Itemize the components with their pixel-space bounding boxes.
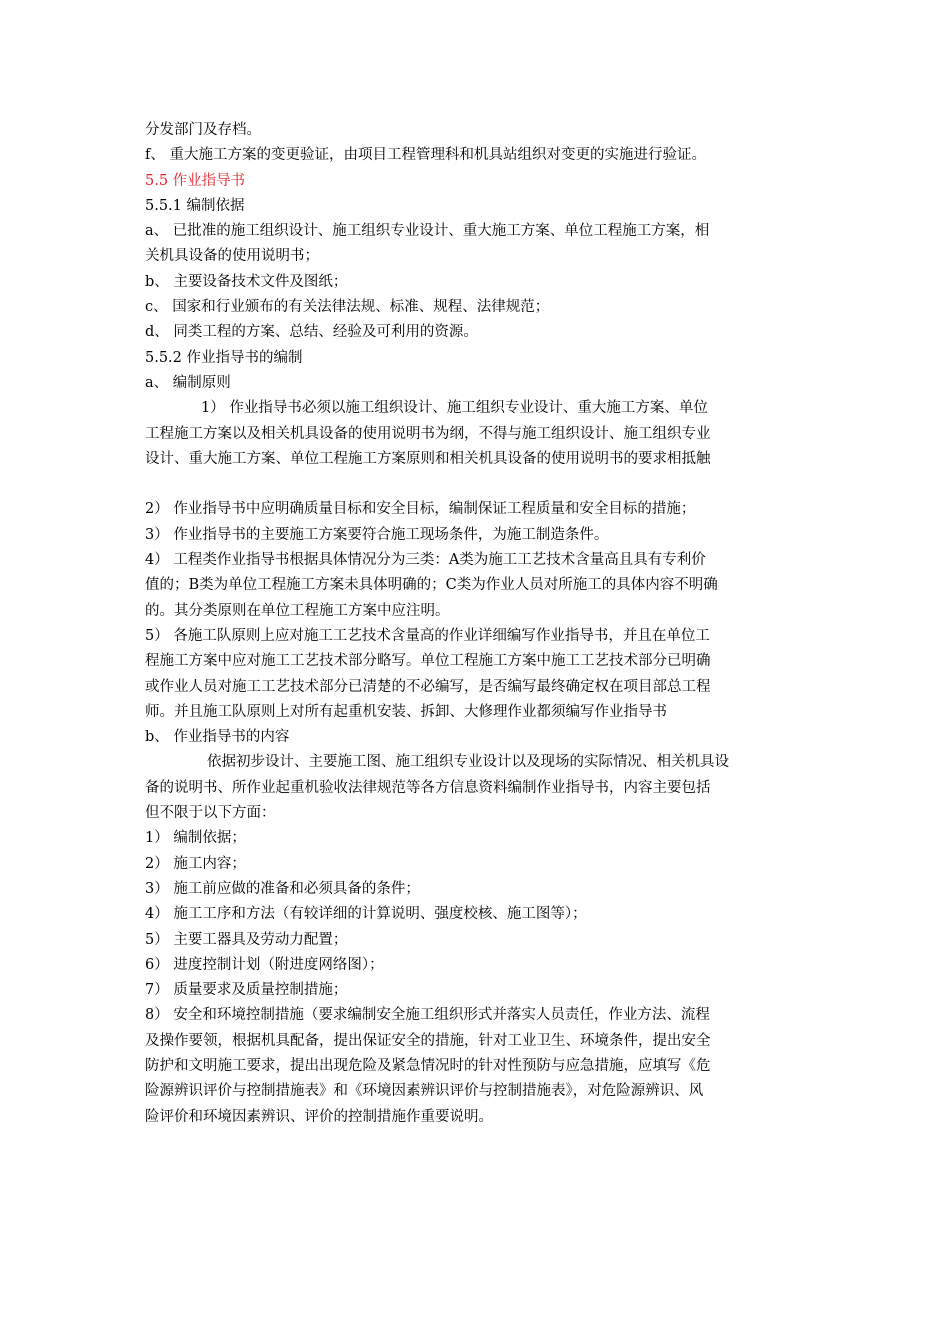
text-line: 4） 工程类作业指导书根据具体情况分为三类：A类为施工工艺技术含量高且具有专利价 — [145, 552, 706, 569]
text-line: f、 重大施工方案的变更验证，由项目工程管理科和机具站组织对变更的实施进行验证。 — [145, 147, 706, 164]
text-line: a、 已批准的施工组织设计、施工组织专业设计、重大施工方案、单位工程施工方案，相 — [145, 223, 710, 240]
text-line: b、 作业指导书的内容 — [145, 729, 290, 746]
text-line: c、 国家和行业颁布的有关法律法规、标准、规程、法律规范； — [145, 299, 550, 316]
text-line: 防护和文明施工要求，提出出现危险及紧急情况时的针对性预防与应急措施，应填写《危 — [145, 1057, 711, 1074]
text-line: 备的说明书、所作业起重机验收法律规范等各方信息资料编制作业指导书，内容主要包括 — [145, 779, 711, 796]
document-body — [145, 118, 810, 1130]
text-line: 师。并且施工队原则上对所有起重机安装、拆卸、大修理作业都须编写作业指导书 — [145, 703, 667, 720]
text-line: 但不限于以下方面： — [145, 805, 276, 822]
text-line: 分发部门及存档。 — [145, 122, 261, 138]
text-line: 的。其分类原则在单位工程施工方案中应注明。 — [145, 602, 450, 619]
text-line: 8） 安全和环境控制措施（要求编制安全施工组织形式并落实人员责任，作业方法、流程 — [145, 1007, 710, 1024]
text-line: 5） 各施工队原则上应对施工工艺技术含量高的作业详细编写作业指导书，并且在单位工 — [145, 627, 710, 644]
text-line: 5.5.2 作业指导书的编制 — [145, 349, 303, 366]
text-line: 1） 作业指导书必须以施工组织设计、施工组织专业设计、重大施工方案、单位 — [201, 400, 708, 417]
text-line: 险评价和环境因素辨识、评价的控制措施作重要说明。 — [145, 1108, 493, 1125]
text-line: 值的；B类为单位工程施工方案未具体明确的；C类为作业人员对所施工的具体内容不明确 — [145, 577, 718, 594]
blank-line — [145, 472, 810, 497]
text-line: 5.5.1 编制依据 — [145, 197, 245, 214]
text-line: b、 主要设备技术文件及图纸； — [145, 273, 348, 290]
text-line: 关机具设备的使用说明书； — [145, 248, 319, 265]
text-line: 1） 编制依据； — [145, 830, 246, 847]
text-line: 险源辨识评价与控制措施表》和《环境因素辨识评价与控制措施表》，对危险源辨识、风 — [145, 1083, 704, 1100]
text-line: 7） 质量要求及质量控制措施； — [145, 982, 348, 999]
text-line: 5.5 作业指导书 — [145, 172, 246, 189]
text-line: 4） 施工工序和方法（有较详细的计算说明、强度校核、施工图等）； — [145, 906, 587, 923]
text-line: 程施工方案中应对施工工艺技术部分略写。单位工程施工方案中施工工艺技术部分已明确 — [145, 653, 711, 670]
text-line: 2） 作业指导书中应明确质量目标和安全目标，编制保证工程质量和安全目标的措施； — [145, 501, 696, 518]
text-line: 6） 进度控制计划（附进度网络图）； — [145, 956, 384, 973]
text-line: 设计、重大施工方案、单位工程施工方案原则和相关机具设备的使用说明书的要求相抵触 — [145, 450, 711, 467]
text-line: 依据初步设计、主要施工图、施工组织专业设计以及现场的实际情况、相关机具设 — [207, 754, 729, 771]
text-line: 5） 主要工器具及劳动力配置； — [145, 931, 348, 948]
text-line: 及操作要领，根据机具配备，提出保证安全的措施，针对工业卫生、环境条件，提出安全 — [145, 1032, 711, 1049]
text-line: 3） 作业指导书的主要施工方案要符合施工现场条件，为施工制造条件。 — [145, 526, 609, 543]
text-line: a、 编制原则 — [145, 374, 231, 391]
text-line: d、 同类工程的方案、总结、经验及可利用的资源。 — [145, 324, 478, 341]
text-line: 3） 施工前应做的准备和必须具备的条件； — [145, 880, 420, 897]
text-line: 工程施工方案以及相关机具设备的使用说明书为纲，不得与施工组织设计、施工组织专业 — [145, 425, 711, 442]
text-line: 或作业人员对施工工艺技术部分已清楚的不必编写，是否编写最终确定权在项目部总工程 — [145, 678, 711, 695]
text-line: 2） 施工内容； — [145, 855, 246, 872]
